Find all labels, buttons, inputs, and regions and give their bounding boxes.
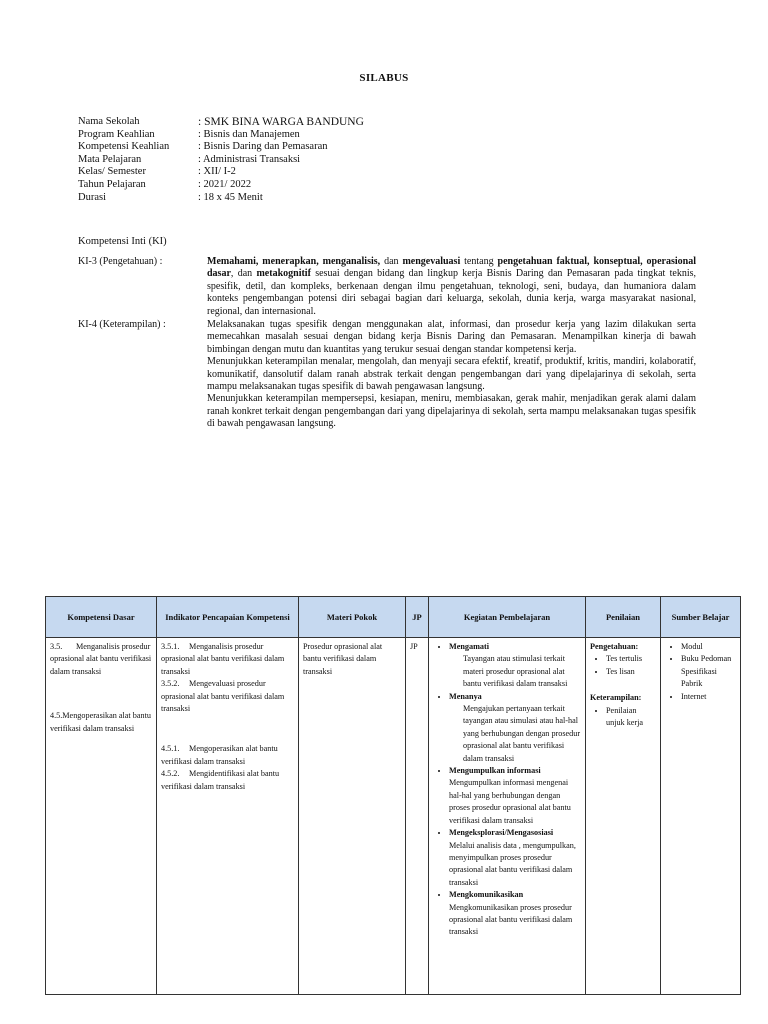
cell-kompetensi-dasar bbox=[46, 638, 157, 995]
kegiatan-text: Melalui analisis data , mengumpulkan, menyimpulkan proses prosedur oprasional alat bantu verifikasi dalam transaksi bbox=[449, 840, 576, 887]
identity-value: : Bisnis Daring dan Pemasaran bbox=[198, 141, 328, 153]
identity-label: Program Keahlian bbox=[78, 128, 155, 140]
table-row bbox=[46, 638, 741, 995]
kegiatan-title: • Mengeksplorasi/Mengasosiasi bbox=[449, 828, 554, 838]
kegiatan-text: Tayangan atau stimulasi terkait materi prosedur oprasional alat bantu verifikasi dalam transaksi bbox=[463, 654, 568, 689]
header-jp: JP bbox=[406, 597, 429, 638]
ki4-paragraph: Melaksanakan tugas spesifik dengan menggunakan alat, informasi, dan prosedur kerja yang lazim dilakukan serta memecahkan masalah sesuai dengan bidang kerja Bisnis Daring dan Pemasaran. Menampilkan kinerja di bawah bimbingan dengan mutu dan kuantitas yang terukur sesuai dengan standar kompetensi kerja. bbox=[207, 319, 696, 355]
kegiatan-item bbox=[449, 641, 581, 691]
ki4-text bbox=[207, 319, 696, 431]
kegiatan-title: • Mengkomunikasikan bbox=[449, 890, 524, 900]
kegiatan-title: • Mengumpulkan informasi bbox=[449, 766, 541, 776]
kegiatan-text: Mengajukan pertanyaan terkait tayangan atau simulasi atau hal-hal yang berhubungan dengan prosedur oprasional alat bantu verifikasi dalam transaksi bbox=[463, 704, 581, 763]
identity-label: Nama Sekolah bbox=[78, 116, 140, 127]
ki3-bold: pengetahuan faktual, konseptual, operasional dasar bbox=[207, 256, 697, 280]
kd-text: Mengoperasikan alat bantu verifikasi dalam transaksi bbox=[50, 711, 151, 733]
ki3-bold: mengevaluasi bbox=[402, 256, 461, 267]
ipk-item bbox=[161, 743, 294, 768]
kd-item bbox=[50, 641, 152, 678]
ki3-text bbox=[207, 256, 696, 318]
identity-label: Kompetensi Keahlian bbox=[78, 141, 170, 153]
identity-label: Durasi bbox=[78, 191, 106, 203]
ki3-text-part: , dan bbox=[230, 268, 257, 280]
identity-row bbox=[78, 192, 364, 205]
identity-value: : 18 x 45 Menit bbox=[198, 191, 263, 203]
ipk-text: Menganalisis prosedur oprasional alat bantu verifikasi dalam transaksi bbox=[161, 642, 285, 676]
cell-kegiatan bbox=[429, 638, 586, 995]
ki3-label: KI-3 (Pengetahuan) : bbox=[78, 256, 163, 267]
kegiatan-item bbox=[449, 827, 581, 889]
header-kompetensi-dasar: Kompetensi Dasar bbox=[46, 597, 157, 638]
kegiatan-title: • Menanya bbox=[449, 691, 482, 701]
silabus-table bbox=[45, 596, 741, 995]
ki4-label: KI-4 (Keterampilan) : bbox=[78, 319, 166, 330]
identity-row bbox=[78, 129, 364, 142]
ipk-item bbox=[161, 678, 294, 715]
cell-materi-pokok: Prosedur oprasional alat bantu verifikasi dalam transaksi bbox=[299, 638, 406, 995]
ipk-number: 3.5.1. bbox=[161, 642, 180, 651]
ki4-block bbox=[78, 319, 696, 431]
header-penilaian: Penilaian bbox=[586, 597, 661, 638]
identity-row bbox=[78, 116, 364, 129]
ipk-number: 4.5.1. bbox=[161, 744, 180, 754]
ipk-text: Mengoperasikan alat bantu verifikasi dalam transaksi bbox=[161, 744, 278, 766]
identity-block bbox=[78, 116, 364, 204]
penilaian-item: • Tes lisan bbox=[606, 666, 656, 678]
identity-label: Kelas/ Semester bbox=[78, 166, 146, 178]
header-materi-pokok: Materi Pokok bbox=[299, 597, 406, 638]
kd-number: 4.5. bbox=[50, 711, 63, 721]
kegiatan-item bbox=[449, 765, 581, 827]
sumber-item: • Buku Pedoman Spesifikasi Pabrik bbox=[681, 653, 736, 690]
identity-row bbox=[78, 141, 364, 154]
kegiatan-item bbox=[449, 691, 581, 765]
ki3-text-part: tentang bbox=[460, 256, 498, 267]
ki4-paragraph: Menunjukkan keterampilan mempersepsi, kesiapan, meniru, membiasakan, gerak mahir, menjadikan gerak alami dalam ranah konkret terkait dengan pengembangan dari yang dipelajarinya di sekolah, serta mampu melaksanakan tugas spesifik di bawah pengawasan langsung. bbox=[207, 393, 696, 430]
header-indikator: Indikator Pencapaian Kompetensi bbox=[157, 597, 299, 638]
ipk-item bbox=[161, 641, 294, 678]
identity-label: Tahun Pelajaran bbox=[78, 178, 146, 190]
identity-label: Mata Pelajaran bbox=[78, 153, 142, 165]
ki3-text-part: dan bbox=[380, 256, 403, 267]
ipk-number: 4.5.2. bbox=[161, 769, 180, 779]
kegiatan-item bbox=[449, 889, 581, 939]
cell-penilaian bbox=[586, 638, 661, 995]
ki3-text-part: sesuai dengan bidang dan lingkup kerja Bisnis Daring dan Pemasaran pada tingkat teknis, spesifik, detil, dan kompleks, berkenaan dengan ilmu pengetahuan, teknologi, seni, budaya, dan humaniora dalam konteks pengembangan potensi diri sebagai bagian dari keluarga, sekolah, dunia kerja, warga masyarakat nasional, regional, dan internasional. bbox=[207, 268, 696, 317]
ipk-text: Mengidentifikasi alat bantu verifikasi dalam transaksi bbox=[161, 769, 280, 791]
identity-row bbox=[78, 154, 364, 167]
kd-text: Menganalisis prosedur oprasional alat bantu verifikasi dalam transaksi bbox=[50, 642, 152, 676]
ki3-bold: metakognitif bbox=[256, 268, 311, 280]
kegiatan-text: Mengumpulkan informasi mengenai hal-hal yang berhubungan dengan proses prosedur oprasional alat bantu verifikasi dalam transaksi bbox=[449, 778, 571, 825]
page-title: SILABUS bbox=[359, 72, 409, 84]
penilaian-pengetahuan-label: Pengetahuan: bbox=[590, 642, 639, 651]
identity-row bbox=[78, 179, 364, 192]
penilaian-item: • Penilaian unjuk kerja bbox=[606, 705, 656, 730]
cell-jp: JP bbox=[406, 638, 429, 995]
sumber-item: • Internet bbox=[681, 691, 736, 703]
cell-indikator bbox=[157, 638, 299, 995]
kd-number: 3.5. bbox=[50, 642, 63, 651]
identity-value: : Administrasi Transaksi bbox=[198, 153, 301, 165]
ipk-number: 3.5.2. bbox=[161, 679, 180, 689]
penilaian-item: • Tes tertulis bbox=[606, 653, 656, 665]
cell-sumber-belajar bbox=[661, 638, 741, 995]
identity-row bbox=[78, 166, 364, 179]
kegiatan-text: Mengkomunikasikan proses prosedur oprasional alat bantu verifikasi dalam transaksi bbox=[449, 902, 573, 937]
identity-value: : XII/ I-2 bbox=[198, 166, 236, 178]
penilaian-keterampilan-label: Keterampilan: bbox=[590, 693, 642, 703]
ki3-bold: Memahami, menerapkan, menganalisis, bbox=[207, 256, 381, 267]
ki-heading: Kompetensi Inti (KI) bbox=[78, 236, 167, 247]
sumber-item: • Modul bbox=[681, 641, 736, 653]
kd-item bbox=[50, 710, 152, 735]
identity-value: : 2021/ 2022 bbox=[198, 178, 252, 190]
identity-value: : SMK BINA WARGA BANDUNG bbox=[198, 116, 364, 128]
table-header-row bbox=[46, 597, 741, 638]
header-sumber-belajar: Sumber Belajar bbox=[661, 597, 741, 638]
ipk-text: Mengevaluasi prosedur oprasional alat bantu verifikasi dalam transaksi bbox=[161, 679, 285, 714]
kegiatan-title: • Mengamati bbox=[449, 642, 490, 651]
ki4-paragraph: Menunjukkan keterampilan menalar, mengolah, dan menyaji secara efektif, kreatif, produktif, kritis, mandiri, kolaboratif, komunikatif, dansolutif dalam ranah abstrak terkait dengan pengembangan dari yang dipelajarinya di sekolah, serta mampu melaksanakan tugas spesifik di bawah pengawasan langsung. bbox=[207, 356, 696, 393]
identity-value: : Bisnis dan Manajemen bbox=[198, 128, 300, 140]
ki3-block bbox=[78, 256, 696, 318]
header-kegiatan: Kegiatan Pembelajaran bbox=[429, 597, 586, 638]
ipk-item bbox=[161, 768, 294, 793]
